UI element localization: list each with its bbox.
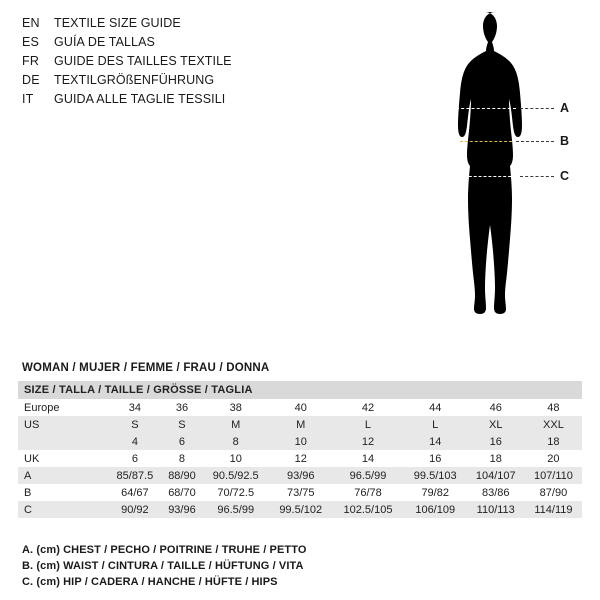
table-cell: 102.5/105: [332, 501, 404, 518]
table-cell: 96.5/99: [332, 467, 404, 484]
row-label: [18, 433, 108, 450]
table-cell: 44: [404, 399, 467, 416]
table-cell: S: [108, 416, 162, 433]
measure-label-b: B: [560, 134, 570, 148]
measure-line-b-outside: [516, 141, 554, 142]
language-code: DE: [22, 73, 40, 87]
table-cell: XXL: [525, 416, 582, 433]
table-cell: 68/70: [162, 484, 202, 501]
female-silhouette-figure: [400, 10, 590, 370]
table-cell: 18: [525, 433, 582, 450]
table-cell: 85/87.5: [108, 467, 162, 484]
table-cell: 99.5/102: [269, 501, 332, 518]
row-label: UK: [18, 450, 108, 467]
measure-label-c: C: [560, 169, 570, 183]
table-cell: 6: [108, 450, 162, 467]
table-cell: 96.5/99: [202, 501, 269, 518]
measure-line-a-outside: [520, 108, 554, 109]
table-row: [18, 433, 582, 450]
table-cell: 83/86: [467, 484, 525, 501]
language-row-de: [22, 71, 352, 90]
table-cell: 40: [269, 399, 332, 416]
row-label: Europe: [18, 399, 108, 416]
language-title: GUIDE DES TAILLES TEXTILE: [54, 54, 232, 68]
table-cell: 76/78: [332, 484, 404, 501]
table-cell: 104/107: [467, 467, 525, 484]
table-row: [18, 467, 582, 484]
language-title: GUÍA DE TALLAS: [54, 35, 155, 49]
table-row: [18, 484, 582, 501]
table-cell: 87/90: [525, 484, 582, 501]
female-body-silhouette-icon: [440, 10, 550, 370]
row-label: B: [18, 484, 108, 501]
row-label: A: [18, 467, 108, 484]
table-cell: 8: [162, 450, 202, 467]
language-code: IT: [22, 92, 34, 106]
table-row: [18, 450, 582, 467]
table-cell: XL: [467, 416, 525, 433]
table-cell: 73/75: [269, 484, 332, 501]
language-title: GUIDA ALLE TAGLIE TESSILI: [54, 92, 226, 106]
woman-section-title: WOMAN / MUJER / FEMME / FRAU / DONNA: [22, 362, 270, 374]
table-cell: 36: [162, 399, 202, 416]
table-row: [18, 501, 582, 518]
table-cell: 90/92: [108, 501, 162, 518]
note-waist: B. (cm) WAIST / CINTURA / TAILLE / HÜFTUNG / VITA: [22, 560, 304, 572]
table-cell: 18: [467, 450, 525, 467]
table-cell: 42: [332, 399, 404, 416]
language-row-en: [22, 14, 352, 33]
table-cell: M: [269, 416, 332, 433]
language-row-es: [22, 33, 352, 52]
table-cell: 14: [404, 433, 467, 450]
language-code: ES: [22, 35, 40, 49]
language-header-list: [22, 14, 352, 109]
table-cell: 46: [467, 399, 525, 416]
table-cell: 20: [525, 450, 582, 467]
table-header-row: [18, 381, 582, 399]
language-row-it: [22, 90, 352, 109]
table-row: [18, 399, 582, 416]
table-cell: 64/67: [108, 484, 162, 501]
table-cell: L: [332, 416, 404, 433]
table-cell: 34: [108, 399, 162, 416]
language-code: FR: [22, 54, 40, 68]
table-cell: 79/82: [404, 484, 467, 501]
table-cell: 114/119: [525, 501, 582, 518]
table-cell: 38: [202, 399, 269, 416]
table-cell: 93/96: [162, 501, 202, 518]
measure-line-b-inside: [460, 141, 512, 142]
language-title: TEXTILGRÖßENFÜHRUNG: [54, 73, 215, 87]
table-cell: 8: [202, 433, 269, 450]
table-cell: 14: [332, 450, 404, 467]
table-header-label: SIZE / TALLA / TAILLE / GRÖSSE / TAGLIA: [18, 381, 582, 399]
measure-line-c-outside: [520, 176, 554, 177]
table-cell: 99.5/103: [404, 467, 467, 484]
table-cell: 48: [525, 399, 582, 416]
table-cell: L: [404, 416, 467, 433]
table-cell: 110/113: [467, 501, 525, 518]
table-cell: 12: [269, 450, 332, 467]
table-cell: S: [162, 416, 202, 433]
table-cell: 16: [404, 450, 467, 467]
table-cell: 106/109: [404, 501, 467, 518]
language-code: EN: [22, 16, 40, 30]
table-row: [18, 416, 582, 433]
row-label: C: [18, 501, 108, 518]
size-table: [18, 381, 582, 518]
measure-line-a-inside: [456, 108, 516, 109]
table-cell: 10: [269, 433, 332, 450]
language-row-fr: [22, 52, 352, 71]
table-cell: 12: [332, 433, 404, 450]
note-chest: A. (cm) CHEST / PECHO / POITRINE / TRUHE / PETTO: [22, 544, 307, 556]
table-cell: 70/72.5: [202, 484, 269, 501]
table-cell: 16: [467, 433, 525, 450]
row-label: US: [18, 416, 108, 433]
table-cell: 88/90: [162, 467, 202, 484]
table-cell: 107/110: [525, 467, 582, 484]
measure-line-c-inside: [454, 176, 516, 177]
note-hip: C. (cm) HIP / CADERA / HANCHE / HÜFTE / HIPS: [22, 576, 278, 588]
table-cell: 6: [162, 433, 202, 450]
table-cell: 93/96: [269, 467, 332, 484]
measurement-notes: [22, 542, 307, 590]
table-cell: M: [202, 416, 269, 433]
language-title: TEXTILE SIZE GUIDE: [54, 16, 181, 30]
table-cell: 90.5/92.5: [202, 467, 269, 484]
table-cell: 4: [108, 433, 162, 450]
measure-label-a: A: [560, 101, 570, 115]
table-cell: 10: [202, 450, 269, 467]
